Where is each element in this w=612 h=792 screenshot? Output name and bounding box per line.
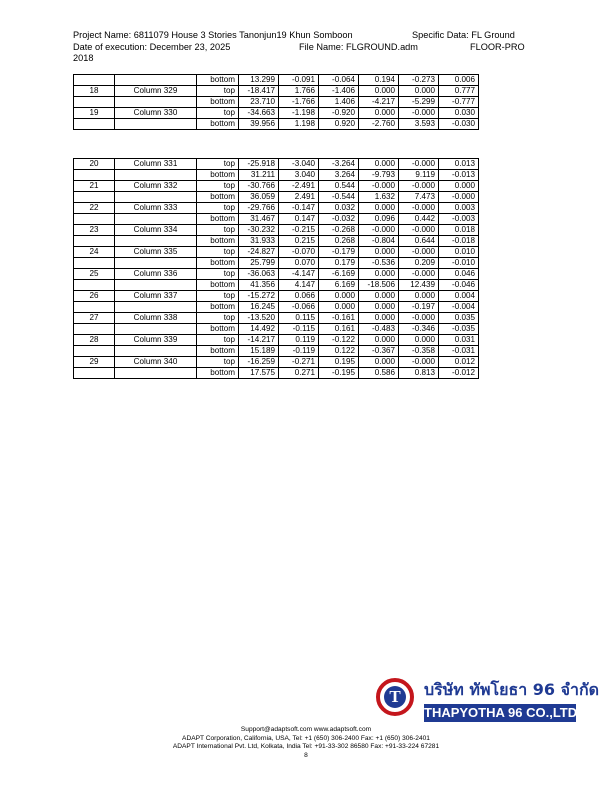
- table-cell: bottom: [197, 97, 239, 108]
- table-cell: Column 329: [115, 86, 197, 97]
- table-cell: 0.147: [279, 214, 319, 225]
- table-cell: [115, 75, 197, 86]
- table-cell: -0.032: [319, 214, 359, 225]
- table-cell: bottom: [197, 119, 239, 130]
- table-cell: bottom: [197, 280, 239, 291]
- table-cell: 2.491: [279, 192, 319, 203]
- table-cell: [74, 324, 115, 335]
- table-cell: 0.000: [359, 108, 399, 119]
- table-cell: -0.271: [279, 357, 319, 368]
- table-cell: 0.179: [319, 258, 359, 269]
- date-of-execution: Date of execution: December 23, 2025: [73, 41, 231, 52]
- table-cell: 31.467: [239, 214, 279, 225]
- table-cell: [74, 75, 115, 86]
- table-cell: 0.000: [359, 159, 399, 170]
- table-cell: 0.046: [439, 269, 479, 280]
- table-cell: 0.544: [319, 181, 359, 192]
- table-cell: [74, 368, 115, 379]
- table-cell: 0.000: [399, 291, 439, 302]
- table-row: [74, 269, 479, 280]
- table-cell: -4.147: [279, 269, 319, 280]
- table-cell: 0.030: [439, 108, 479, 119]
- table-cell: 0.070: [279, 258, 319, 269]
- table-row: [74, 159, 479, 170]
- table-row: [74, 214, 479, 225]
- table-cell: 0.115: [279, 313, 319, 324]
- table-cell: -14.217: [239, 335, 279, 346]
- table-cell: top: [197, 269, 239, 280]
- table-cell: [115, 280, 197, 291]
- program-name: FLOOR-PRO: [470, 41, 525, 52]
- table-cell: 4.147: [279, 280, 319, 291]
- table-cell: -3.040: [279, 159, 319, 170]
- table-cell: -36.063: [239, 269, 279, 280]
- table-cell: 17.575: [239, 368, 279, 379]
- table-cell: 0.000: [399, 86, 439, 97]
- table-cell: 6.169: [319, 280, 359, 291]
- table-cell: -0.013: [439, 170, 479, 181]
- table-cell: [115, 324, 197, 335]
- table-cell: 27: [74, 313, 115, 324]
- table-row: [74, 203, 479, 214]
- table-cell: -0.483: [359, 324, 399, 335]
- table-cell: -30.766: [239, 181, 279, 192]
- table-cell: [115, 192, 197, 203]
- table-cell: -9.793: [359, 170, 399, 181]
- table-cell: [74, 97, 115, 108]
- table-cell: -0.358: [399, 346, 439, 357]
- table-cell: bottom: [197, 236, 239, 247]
- table-row: [74, 357, 479, 368]
- table-row: [74, 192, 479, 203]
- table-cell: 0.209: [399, 258, 439, 269]
- table-cell: -0.004: [439, 302, 479, 313]
- table-row: [74, 291, 479, 302]
- table-cell: [74, 346, 115, 357]
- footer-contact: Support@adaptsoft.com www.adaptsoft.com: [240, 726, 372, 733]
- table-cell: Column 332: [115, 181, 197, 192]
- table-cell: [74, 280, 115, 291]
- table-cell: 29: [74, 357, 115, 368]
- table-cell: 0.000: [319, 302, 359, 313]
- table-cell: -1.198: [279, 108, 319, 119]
- project-name: Project Name: 6811079 House 3 Stories Tanonjun19 Khun Somboon: [73, 30, 353, 40]
- table-cell: 0.000: [359, 203, 399, 214]
- table-cell: bottom: [197, 170, 239, 181]
- table-cell: 1.406: [319, 97, 359, 108]
- table-row: [74, 170, 479, 181]
- table-cell: -3.264: [319, 159, 359, 170]
- table-cell: Column 340: [115, 357, 197, 368]
- table-cell: Column 339: [115, 335, 197, 346]
- table-cell: Column 331: [115, 159, 197, 170]
- table-row: [74, 346, 479, 357]
- table-cell: [74, 192, 115, 203]
- table-cell: Column 336: [115, 269, 197, 280]
- table-cell: -0.000: [399, 269, 439, 280]
- table-cell: 41.356: [239, 280, 279, 291]
- table-row: [74, 258, 479, 269]
- table-row: [74, 368, 479, 379]
- page-footer: [0, 726, 612, 760]
- table-cell: -0.000: [399, 159, 439, 170]
- table-cell: 18: [74, 86, 115, 97]
- table-cell: 0.813: [399, 368, 439, 379]
- table-cell: 25.799: [239, 258, 279, 269]
- table-cell: 39.956: [239, 119, 279, 130]
- table-cell: 0.268: [319, 236, 359, 247]
- table-cell: 0.000: [359, 302, 399, 313]
- table-cell: 26: [74, 291, 115, 302]
- table-cell: 0.777: [439, 86, 479, 97]
- table-cell: 25: [74, 269, 115, 280]
- table-cell: -0.179: [319, 247, 359, 258]
- table-cell: 0.013: [439, 159, 479, 170]
- table-cell: 0.000: [359, 247, 399, 258]
- column-forces-table-2: [73, 158, 479, 379]
- table-cell: 0.194: [359, 75, 399, 86]
- table-cell: -15.272: [239, 291, 279, 302]
- footer-address-india: ADAPT International Pvt. Ltd, Kolkata, India Tel: +91-33-302 86580 Fax: +91-33-224 67281: [172, 743, 440, 751]
- table-cell: bottom: [197, 214, 239, 225]
- table-row: [74, 280, 479, 291]
- table-cell: 14.492: [239, 324, 279, 335]
- logo-emblem: [376, 678, 414, 716]
- table-cell: -0.161: [319, 313, 359, 324]
- table-cell: bottom: [197, 324, 239, 335]
- table-cell: 0.018: [439, 225, 479, 236]
- table-cell: 0.035: [439, 313, 479, 324]
- table-row: [74, 247, 479, 258]
- table-cell: bottom: [197, 192, 239, 203]
- table-cell: bottom: [197, 258, 239, 269]
- table-cell: -0.000: [399, 247, 439, 258]
- table-cell: -0.000: [359, 181, 399, 192]
- table-cell: 0.920: [319, 119, 359, 130]
- table-cell: [115, 214, 197, 225]
- table-cell: -0.018: [439, 236, 479, 247]
- table-cell: -0.003: [439, 214, 479, 225]
- table-cell: Column 334: [115, 225, 197, 236]
- table-cell: 28: [74, 335, 115, 346]
- table-cell: -1.406: [319, 86, 359, 97]
- table-cell: top: [197, 313, 239, 324]
- table-cell: bottom: [197, 75, 239, 86]
- table-cell: 12.439: [399, 280, 439, 291]
- table-cell: 36.059: [239, 192, 279, 203]
- table-cell: -2.491: [279, 181, 319, 192]
- table-cell: 31.933: [239, 236, 279, 247]
- table-cell: [74, 258, 115, 269]
- table-cell: -0.804: [359, 236, 399, 247]
- table-cell: top: [197, 159, 239, 170]
- table-cell: 13.299: [239, 75, 279, 86]
- table-cell: [115, 97, 197, 108]
- table-cell: -5.299: [399, 97, 439, 108]
- table-cell: top: [197, 203, 239, 214]
- table-cell: -0.000: [399, 108, 439, 119]
- table-cell: 0.195: [319, 357, 359, 368]
- table-cell: -0.000: [439, 192, 479, 203]
- table-row: [74, 108, 479, 119]
- table-cell: top: [197, 225, 239, 236]
- table-cell: 0.161: [319, 324, 359, 335]
- table-cell: 7.473: [399, 192, 439, 203]
- table-cell: -18.417: [239, 86, 279, 97]
- table-cell: [74, 302, 115, 313]
- page-header: [73, 30, 543, 65]
- table-cell: [115, 170, 197, 181]
- table-cell: -0.115: [279, 324, 319, 335]
- header-year: 2018: [73, 53, 94, 63]
- table-cell: -0.046: [439, 280, 479, 291]
- table-row: [74, 335, 479, 346]
- table-cell: 0.000: [359, 313, 399, 324]
- table-cell: -0.122: [319, 335, 359, 346]
- table-row: [74, 236, 479, 247]
- table-cell: 0.000: [359, 86, 399, 97]
- table-cell: 0.442: [399, 214, 439, 225]
- table-cell: 0.000: [359, 269, 399, 280]
- logo-english-name: THAPYOTHA 96 CO.,LTD.: [424, 705, 581, 720]
- table-cell: -0.197: [399, 302, 439, 313]
- logo-letter: T: [384, 686, 406, 708]
- table-cell: -0.000: [399, 181, 439, 192]
- table-cell: 0.000: [399, 335, 439, 346]
- table-cell: -0.000: [399, 313, 439, 324]
- table-cell: bottom: [197, 368, 239, 379]
- table-cell: bottom: [197, 302, 239, 313]
- table-cell: 1.198: [279, 119, 319, 130]
- table-cell: [115, 346, 197, 357]
- table-cell: [115, 236, 197, 247]
- table-cell: -0.030: [439, 119, 479, 130]
- table-cell: Column 330: [115, 108, 197, 119]
- table-cell: -0.091: [279, 75, 319, 86]
- table-cell: -0.147: [279, 203, 319, 214]
- table-cell: Column 335: [115, 247, 197, 258]
- table-cell: 19: [74, 108, 115, 119]
- table-cell: 0.004: [439, 291, 479, 302]
- table-cell: 0.122: [319, 346, 359, 357]
- table-cell: 21: [74, 181, 115, 192]
- table-row: [74, 75, 479, 86]
- page-number: 8: [304, 751, 308, 759]
- table-row: [74, 181, 479, 192]
- table-cell: -0.544: [319, 192, 359, 203]
- table-cell: 23: [74, 225, 115, 236]
- table-cell: -24.827: [239, 247, 279, 258]
- table-cell: 0.271: [279, 368, 319, 379]
- table-cell: 0.000: [359, 291, 399, 302]
- table-cell: 0.119: [279, 335, 319, 346]
- table-cell: Column 337: [115, 291, 197, 302]
- table-cell: 22: [74, 203, 115, 214]
- table-cell: 0.031: [439, 335, 479, 346]
- table-cell: 1.766: [279, 86, 319, 97]
- table-cell: 0.066: [279, 291, 319, 302]
- table-cell: Column 333: [115, 203, 197, 214]
- table-row: [74, 97, 479, 108]
- table-row: [74, 313, 479, 324]
- table-cell: -0.367: [359, 346, 399, 357]
- table-cell: 0.000: [319, 291, 359, 302]
- table-cell: -0.066: [279, 302, 319, 313]
- table-cell: top: [197, 291, 239, 302]
- table-row: [74, 302, 479, 313]
- table-cell: -0.031: [439, 346, 479, 357]
- table-row: [74, 225, 479, 236]
- table-cell: top: [197, 86, 239, 97]
- table-cell: -0.000: [399, 203, 439, 214]
- table-cell: [74, 214, 115, 225]
- table-cell: Column 338: [115, 313, 197, 324]
- table-cell: 31.211: [239, 170, 279, 181]
- table-cell: -25.918: [239, 159, 279, 170]
- table-cell: -0.070: [279, 247, 319, 258]
- table-cell: -0.777: [439, 97, 479, 108]
- table-cell: 16.245: [239, 302, 279, 313]
- table-cell: 15.189: [239, 346, 279, 357]
- table-cell: 0.000: [359, 335, 399, 346]
- table-cell: 0.000: [439, 181, 479, 192]
- table-cell: 23.710: [239, 97, 279, 108]
- table-cell: 20: [74, 159, 115, 170]
- table-cell: -13.520: [239, 313, 279, 324]
- company-logo: [376, 676, 600, 724]
- table-cell: -30.232: [239, 225, 279, 236]
- table-cell: 0.006: [439, 75, 479, 86]
- table-cell: -0.010: [439, 258, 479, 269]
- table-cell: 0.032: [319, 203, 359, 214]
- table-cell: 0.215: [279, 236, 319, 247]
- table-cell: top: [197, 108, 239, 119]
- table-cell: 24: [74, 247, 115, 258]
- file-name: File Name: FLGROUND.adm: [299, 41, 418, 52]
- table-cell: -0.920: [319, 108, 359, 119]
- table-cell: -0.035: [439, 324, 479, 335]
- table-cell: top: [197, 357, 239, 368]
- table-cell: -0.119: [279, 346, 319, 357]
- table-cell: 0.096: [359, 214, 399, 225]
- table-cell: 9.119: [399, 170, 439, 181]
- table-cell: [115, 119, 197, 130]
- table-cell: 3.040: [279, 170, 319, 181]
- table-cell: -0.000: [359, 225, 399, 236]
- table-cell: -1.766: [279, 97, 319, 108]
- table-cell: -0.012: [439, 368, 479, 379]
- specific-data: Specific Data: FL Ground: [412, 30, 515, 40]
- table-cell: -0.064: [319, 75, 359, 86]
- table-cell: -34.663: [239, 108, 279, 119]
- table-cell: -0.346: [399, 324, 439, 335]
- table-row: [74, 86, 479, 97]
- table-cell: top: [197, 335, 239, 346]
- table-cell: -2.760: [359, 119, 399, 130]
- table-cell: 1.632: [359, 192, 399, 203]
- table-cell: -6.169: [319, 269, 359, 280]
- table-row: [74, 119, 479, 130]
- table-cell: 0.003: [439, 203, 479, 214]
- table-cell: [74, 119, 115, 130]
- table-cell: -4.217: [359, 97, 399, 108]
- table-cell: top: [197, 247, 239, 258]
- table-cell: 3.593: [399, 119, 439, 130]
- table-cell: 0.644: [399, 236, 439, 247]
- table-cell: -0.536: [359, 258, 399, 269]
- footer-address-us: ADAPT Corporation, California, USA, Tel: +1 (650) 306-2400 Fax: +1 (650) 306-2401: [182, 734, 430, 742]
- table-cell: -0.215: [279, 225, 319, 236]
- table-cell: [115, 302, 197, 313]
- table-cell: -16.259: [239, 357, 279, 368]
- table-cell: -0.195: [319, 368, 359, 379]
- table-cell: 3.264: [319, 170, 359, 181]
- table-cell: -0.000: [399, 357, 439, 368]
- table-cell: 0.586: [359, 368, 399, 379]
- table-cell: 0.010: [439, 247, 479, 258]
- table-cell: bottom: [197, 346, 239, 357]
- table-cell: 0.000: [359, 357, 399, 368]
- table-cell: [74, 170, 115, 181]
- table-cell: top: [197, 181, 239, 192]
- table-cell: -0.268: [319, 225, 359, 236]
- table-cell: -29.766: [239, 203, 279, 214]
- table-cell: [74, 236, 115, 247]
- table-cell: -0.000: [399, 225, 439, 236]
- table-cell: [115, 368, 197, 379]
- table-row: [74, 324, 479, 335]
- logo-thai-name: บริษัท ทัพโยธา 96 จำกัด: [424, 680, 600, 699]
- table-cell: -18.506: [359, 280, 399, 291]
- table-cell: [115, 258, 197, 269]
- table-cell: 0.012: [439, 357, 479, 368]
- table-cell: -0.273: [399, 75, 439, 86]
- column-forces-table-1: [73, 74, 479, 130]
